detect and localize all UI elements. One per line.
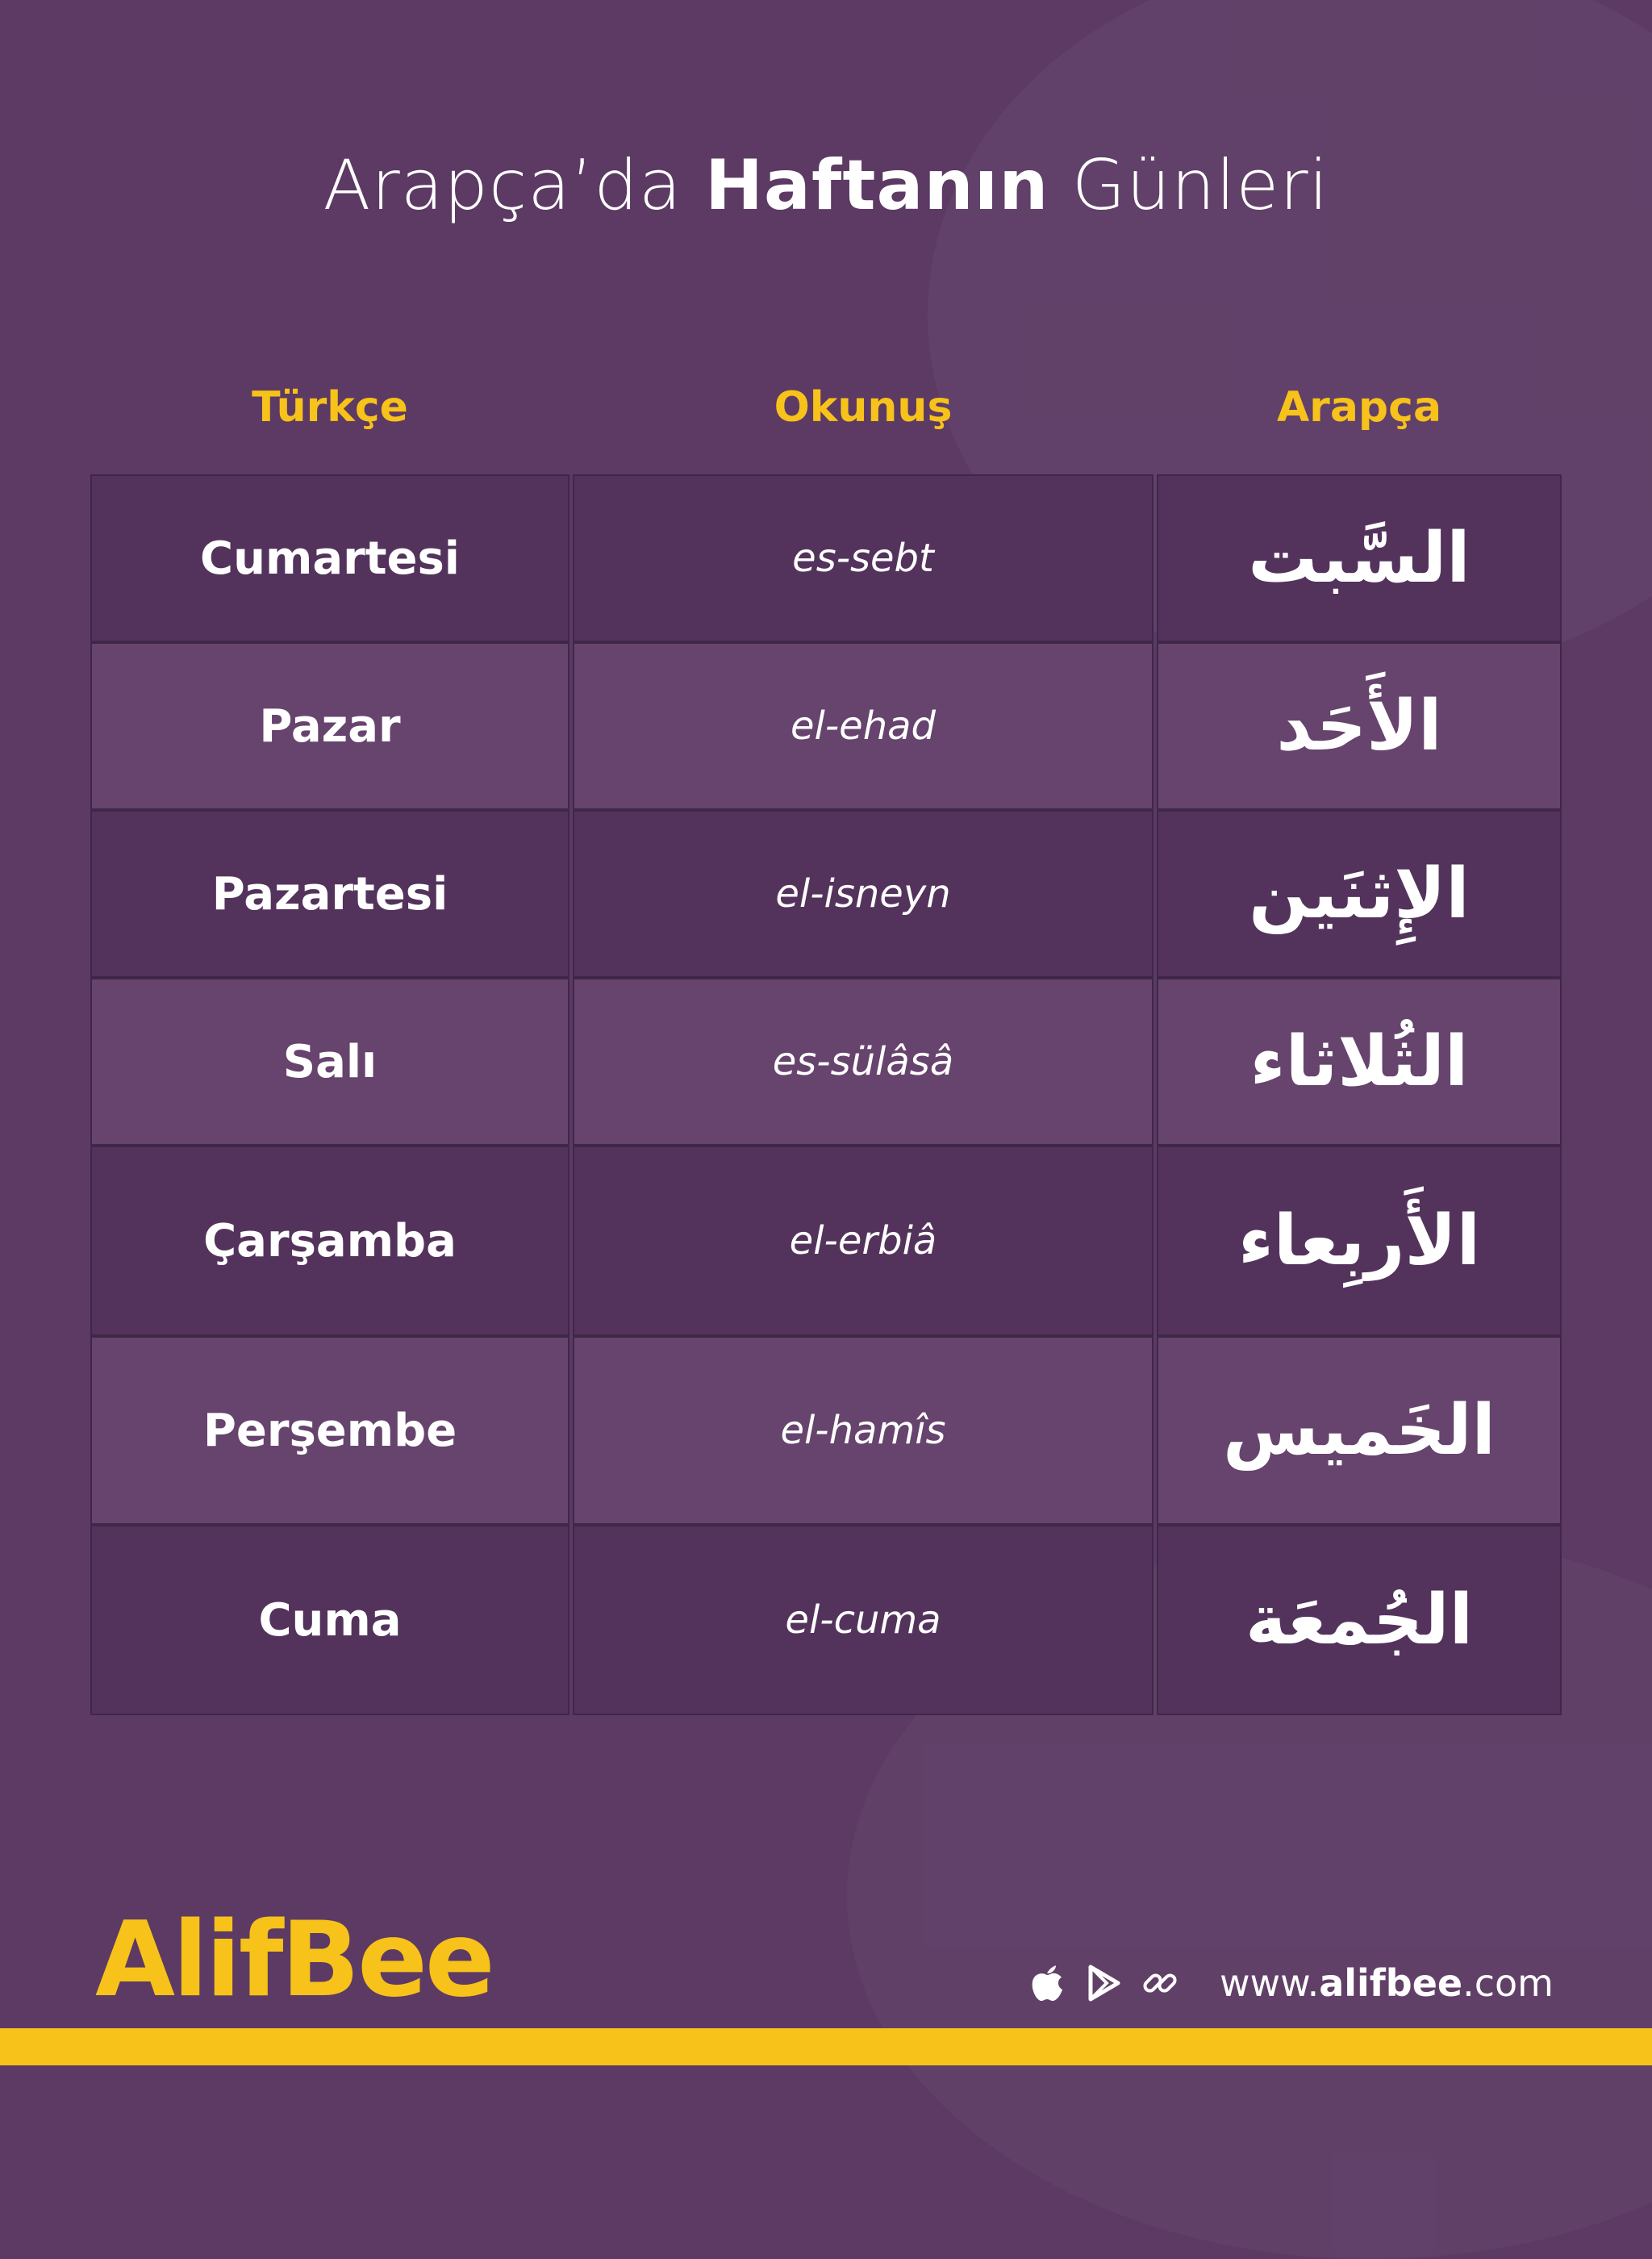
table-row (90, 978, 1562, 1146)
turkish-cell: Cumartesi (90, 474, 569, 642)
reading-cell: el-ehad (573, 642, 1153, 810)
page-title: Arapça’da Haftanın Günleri (323, 145, 1329, 226)
arabic-cell: الجُمعَة (1157, 1525, 1562, 1715)
reading-cell: es-sebt (573, 474, 1153, 642)
header-turkish: Türkçe (252, 383, 408, 432)
reading-cell: el-erbiâ (573, 1146, 1153, 1336)
alifbee-logo[interactable]: AlifBee (95, 1900, 493, 2020)
turkish-cell: Çarşamba (90, 1146, 569, 1336)
footer-links (1026, 1952, 1554, 2014)
arabic-cell: الإِثنَين (1157, 810, 1562, 978)
table-row (90, 1525, 1562, 1715)
header-arabic: Arapça (1276, 383, 1442, 432)
reading-cell: el-isneyn (573, 810, 1153, 978)
bottom-accent-bar (0, 2028, 1652, 2065)
arabic-cell: الخَميس (1157, 1336, 1562, 1525)
arabic-cell: الثُلاثاء (1157, 978, 1562, 1146)
arabic-cell: الأَحَد (1157, 642, 1562, 810)
reading-cell: es-sülâsâ (573, 978, 1153, 1146)
play-store-icon[interactable] (1083, 1962, 1124, 2004)
table-row (90, 474, 1562, 642)
table-row (90, 642, 1562, 810)
arabic-cell: السَّبت (1157, 474, 1562, 642)
turkish-cell: Cuma (90, 1525, 569, 1715)
header-reading: Okunuş (774, 383, 953, 432)
reading-cell: el-cuma (573, 1525, 1153, 1715)
turkish-cell: Pazar (90, 642, 569, 810)
turkish-cell: Pazartesi (90, 810, 569, 978)
table-row (90, 1146, 1562, 1336)
reading-cell: el-hamîs (573, 1336, 1153, 1525)
link-icon[interactable] (1139, 1962, 1181, 2004)
table-row (90, 1336, 1562, 1525)
turkish-cell: Perşembe (90, 1336, 569, 1525)
arabic-cell: الأَربِعاء (1157, 1146, 1562, 1336)
table-header (90, 375, 1562, 440)
table-row (90, 810, 1562, 978)
apple-icon[interactable] (1026, 1962, 1068, 2004)
website-link[interactable]: www.alifbee.com (1219, 1961, 1554, 2005)
turkish-cell: Salı (90, 978, 569, 1146)
